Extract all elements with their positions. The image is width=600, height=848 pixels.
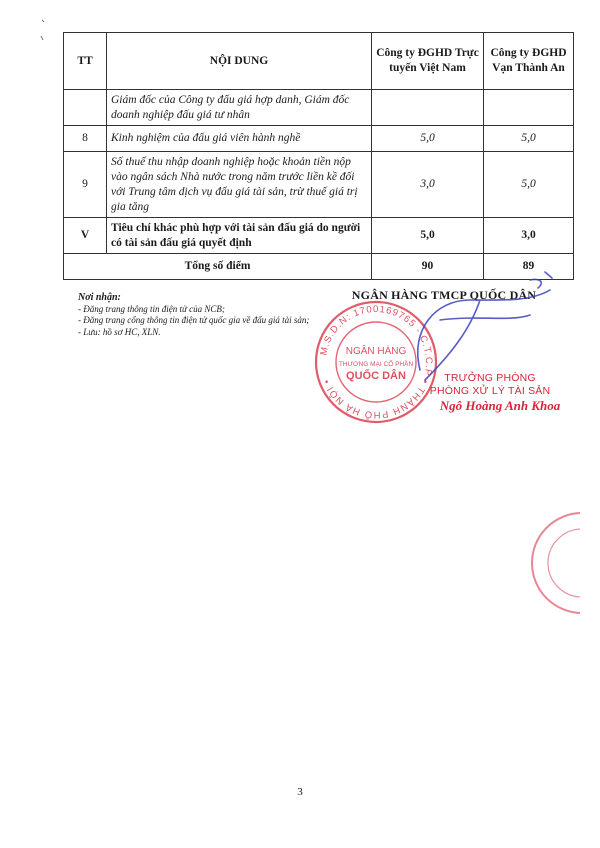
signer-title-line-2: PHÒNG XỬ LÝ TÀI SẢN [429, 385, 551, 397]
seal-outer-text: M.S.D.N: 1700169765 - C.T.C.P • THÀNH PHỐ HÀ NỘI • [318, 303, 435, 421]
seal-line-3: QUỐC DÂN [346, 370, 406, 382]
recipient-item: - Đăng trang cổng thông tin điện tử quốc gia về đấu giá tài sản; [78, 315, 310, 325]
scan-mark [38, 16, 52, 46]
signer-title [415, 372, 565, 398]
score-table [63, 32, 574, 280]
table-row [64, 126, 574, 152]
total-score-1: 90 [372, 254, 484, 280]
row-score-2: 5,0 [484, 152, 574, 218]
row-score-2: 3,0 [484, 218, 574, 254]
row-content: Tiêu chí khác phù hợp với tài sản đấu giá do người có tài sản đấu giá quyết định [107, 218, 372, 254]
row-score-2: 5,0 [484, 126, 574, 152]
seal-line-1: NGÂN HÀNG [345, 346, 407, 357]
header-company-1: Công ty ĐGHD Trực tuyến Việt Nam [372, 33, 484, 90]
row-tt: 9 [64, 152, 107, 218]
recipients-block [78, 292, 318, 338]
table-row [64, 152, 574, 218]
row-score-1: 5,0 [372, 218, 484, 254]
seal-line-2: THƯƠNG MẠI CỔ PHẦN [338, 361, 414, 368]
page-number: 3 [297, 786, 303, 798]
row-score-1: 5,0 [372, 126, 484, 152]
row-content: Kinh nghiệm của đấu giá viên hành nghề [107, 126, 372, 152]
row-tt: 8 [64, 126, 107, 152]
header-content: NỘI DUNG [107, 33, 372, 90]
header-company-2: Công ty ĐGHD Vạn Thành An [484, 33, 574, 90]
table-row [64, 218, 574, 254]
header-tt: TT [64, 33, 107, 90]
row-score-2 [484, 90, 574, 126]
row-score-1 [372, 90, 484, 126]
total-score-2: 89 [484, 254, 574, 280]
table-header-row [64, 33, 574, 90]
table-row [64, 90, 574, 126]
signer-name: Ngô Hoàng Anh Khoa [439, 398, 561, 413]
row-score-1: 3,0 [372, 152, 484, 218]
recipient-item: - Lưu: hồ sơ HC, XLN. [78, 326, 161, 337]
row-tt [64, 90, 107, 126]
overlap-seal-fragment [520, 508, 580, 618]
recipient-item: - Đăng trang thông tin điện tử của NCB; [78, 303, 225, 314]
signer-title-line-1: TRƯỞNG PHÒNG [444, 372, 536, 384]
bank-name: NGÂN HÀNG TMCP QUỐC DÂN [351, 288, 537, 302]
row-tt: V [64, 218, 107, 254]
recipients-title: Nơi nhận: [78, 292, 121, 303]
total-label: Tổng số điểm [64, 254, 372, 280]
row-content: Giám đốc của Công ty đấu giá hợp danh, Giám đốc doanh nghiệp đấu giá tư nhân [107, 90, 372, 126]
row-content: Số thuế thu nhập doanh nghiệp hoặc khoản tiền nộp vào ngân sách Nhà nước trong năm trước liền kề đối với Trung tâm dịch vụ đấu giá tài sản, trừ thuế giá trị gia tăng [107, 152, 372, 218]
